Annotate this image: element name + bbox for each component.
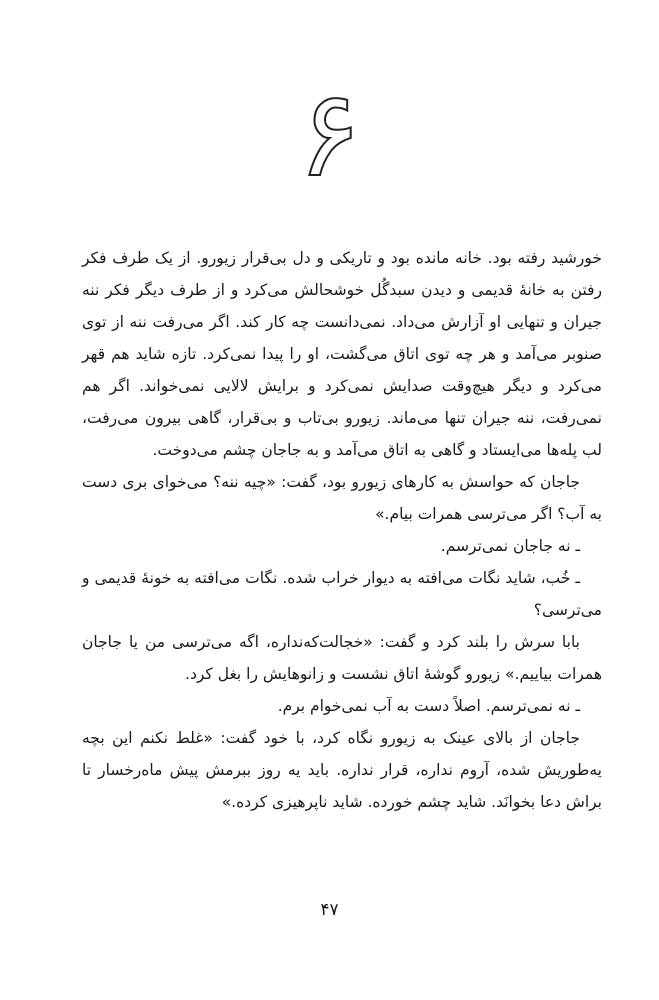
- paragraph: خورشید رفته بود. خانه مانده بود و تاریکی و دل بی‌قرار زیورو. از یک طرف فکر رفتن به خانهٔ قدیمی و دیدن سبدگُل خوشحالش می‌کرد و از طرف دیگر فکر ننه جیران و تنهایی او آزارش می‌داد. نمی‌دانست چه کار کند. اگر می‌رفت ننه از توی صنوبر می‌آمد و هر چه توی اتاق می‌گشت، او را پیدا نمی‌کرد. تازه شاید هم قهر می‌کرد و دیگر هیچ‌وقت صدایش نمی‌کرد و برایش لالایی نمی‌خواند. اگر هم نمی‌رفت، ننه جیران تنها می‌ماند. زیورو بی‌تاب و بی‌قرار، گاهی بیرون می‌رفت، لب پله‌ها می‌ایستاد و گاهی به اتاق می‌آمد و به جاجان چشم می‌دوخت.: [82, 249, 602, 459]
- dialogue-line: ـ نه جاجان نمی‌ترسم.: [440, 537, 580, 555]
- paragraph: جاجان که حواسش به کارهای زیورو بود، گفت: «چیه ننه؟ می‌خوای بری دست به آب؟ اگر می‌ترسی همرات بیام.»: [82, 473, 602, 523]
- paragraph: جاجان از بالای عینک به زیورو نگاه کرد، با خود گفت: «غلط نکنم این بچه یه‌طوریش شده، آروم نداره، قرار نداره. باید یه روز ببرمش پیش ماه‌رخسار تا براش دعا بخوانَد. شاید چشم خورده. شاید ناپرهیزی کرده.»: [82, 729, 602, 811]
- paragraph: بابا سرش را بلند کرد و گفت: «خجالت‌که‌نداره، اگه می‌ترسی من یا جاجان همرات بیاییم.» زیورو گوشهٔ اتاق نشست و زانوهایش را بغل کرد.: [82, 633, 602, 683]
- dialogue-line: ـ خُب، شاید نگات می‌افته به دیوار خراب شده. نگات می‌افته به خونهٔ قدیمی و می‌ترسی؟: [82, 569, 602, 619]
- page-number: ۴۷: [320, 900, 339, 920]
- dialogue-line: ـ نه نمی‌ترسم. اصلاً دست به آب نمی‌خوام برم.: [277, 697, 580, 715]
- chapter-body-text: [82, 242, 602, 818]
- chapter-number: ۶: [297, 65, 362, 204]
